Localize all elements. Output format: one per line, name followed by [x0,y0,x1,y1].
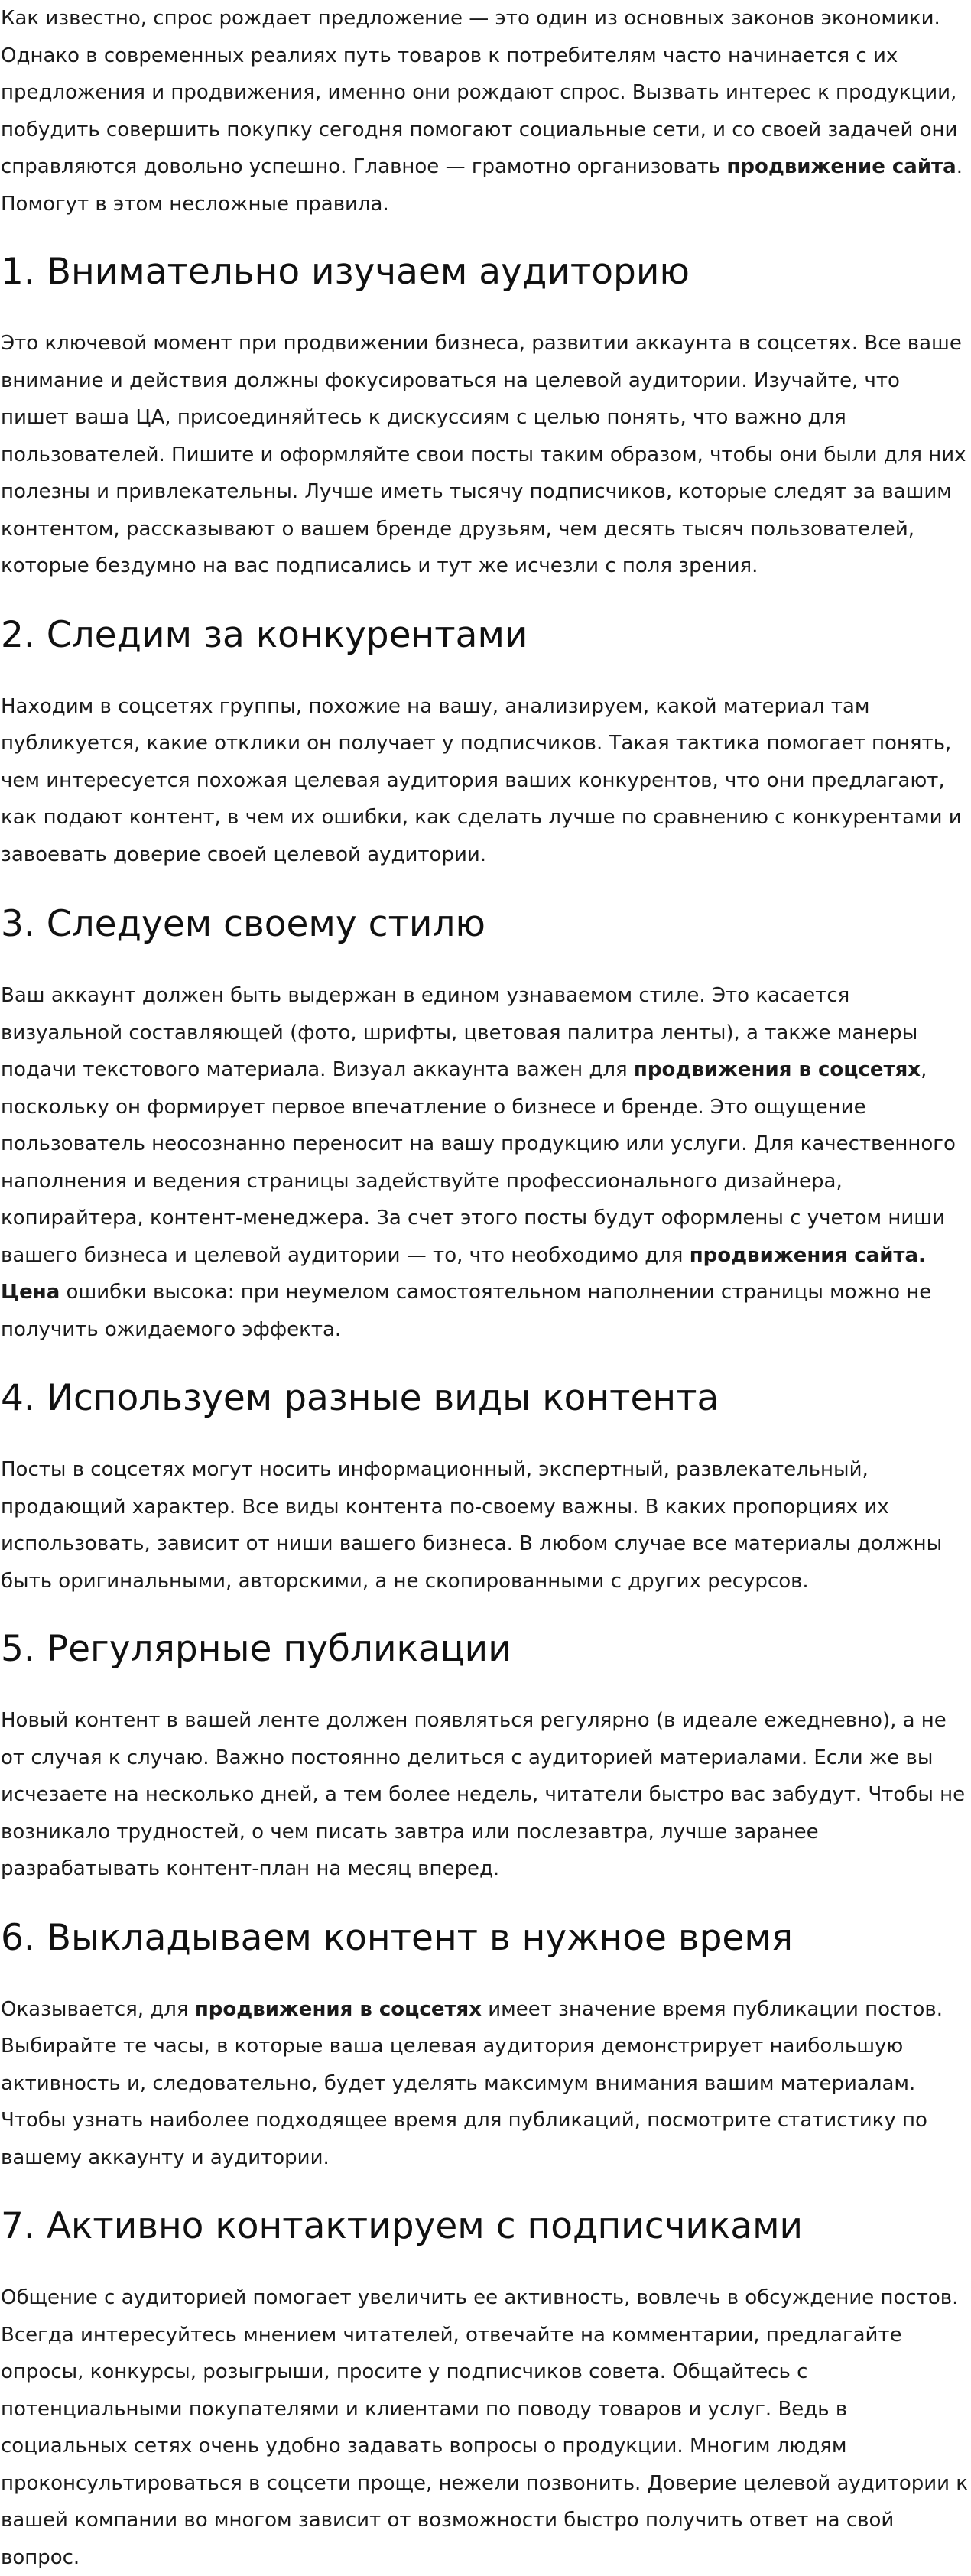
intro-paragraph [1,0,969,223]
paragraph-text: , поскольку он формирует первое впечатление о бизнесе и бренде. Это ощущение пользователь неосознанно переносит на вашу продукцию или услуги. Для качественного наполнения и ведения страницы задействуйте профессионального дизайнера, копирайтера, контент-менеджера. За счет этого посты будут оформлены с учетом ниши вашего бизнеса и целевой аудитории — то, что необходимо для [1,1058,956,1267]
section-paragraph-style [1,977,969,1348]
section-heading-regular-posts: 5. Регулярные публикации [1,1628,511,1670]
paragraph-text: Посты в соцсетях могут носить информационный, экспертный, развлекательный, продающий характер. Все виды контента по-своему важны. В каких пропорциях их использовать, зависит от ниши вашего бизнеса. В любом случае все материалы должны быть оригинальными, авторскими, а не скопированными с других ресурсов. [1,1458,943,1593]
section-heading-engagement: 7. Активно контактируем с подписчиками [1,2205,804,2247]
section-paragraph-competitors [1,688,969,874]
link-website-promotion-price: продвижения сайта. Цена [1,1243,926,1304]
paragraph-text: Ваш аккаунт должен быть выдержан в едином узнаваемом стиле. Это касается визуальной составляющей (фото, шрифты, цветовая палитра ленты), а также манеры подачи текстового материала. Визуал аккаунта важен для [1,984,918,1081]
paragraph-text: Общение с аудиторией помогает увеличить ее активность, вовлечь в обсуждение постов. Всегда интересуйтесь мнением читателей, отвечайте на комментарии, предлагайте опросы, конкурсы, розыгрыши, просите у подписчиков совета. Общайтесь с потенциальными покупателями и клиентами по поводу товаров и услуг. Ведь в социальных сетях очень удобно задавать вопросы о продукции. Многим людям проконсультироваться в соцсети проще, нежели позвонить. Доверие целевой аудитории к вашей компании во многом зависит от возможности быстро получить ответ на свой вопрос. [1,2286,968,2569]
intro-text-end: . Помогут в этом несложные правила. [1,155,963,216]
section-paragraph-regular-posts [1,1702,969,1888]
paragraph-text: имеет значение время публикации постов. Выбирайте те часы, в которые ваша целевая аудитория демонстрирует наибольшую активность и, следовательно, будет уделять максимум внимания вашим материалам. Чтобы узнать наиболее подходящее время для публикаций, посмотрите статистику по вашему аккаунту и аудитории. [1,1997,943,2169]
section-paragraph-engagement [1,2279,969,2576]
paragraph-text: Находим в соцсетях группы, похожие на вашу, анализируем, какой материал там публикуется, какие отклики он получает у подписчиков. Такая тактика помогает понять, чем интересуется похожая целевая аудитория ваших конкурентов, что они предлагают, как подают контент, в чем их ошибки, как сделать лучше по сравнению с конкурентами и завоевать доверие своей целевой аудитории. [1,694,962,866]
link-social-promotion: продвижения в соцсетях [194,1997,482,2021]
section-heading-content-types: 4. Используем разные виды контента [1,1377,719,1419]
section-heading-audience: 1. Внимательно изучаем аудиторию [1,251,690,293]
intro-text: Как известно, спрос рождает предложение — это один из основных законов экономики. Однако в современных реалиях путь товаров к потребителям часто начинается с их предложения и продвижения, именно они рождают спрос. Вызвать интерес к продукции, побудить совершить покупку сегодня помогают социальные сети, и со своей задачей они справляются довольно успешно. Главное — грамотно организовать [1,7,958,178]
section-heading-style: 3. Следуем своему стилю [1,903,486,945]
paragraph-text: Новый контент в вашей ленте должен появляться регулярно (в идеале ежедневно), а не от случая к случаю. Важно постоянно делиться с аудиторией материалами. Если же вы исчезаете на несколько дней, а тем более недель, читатели быстро вас забудут. Чтобы не возникало трудностей, о чем писать завтра или послезавтра, лучше заранее разрабатывать контент-план на месяц вперед. [1,1709,966,1880]
paragraph-text: ошибки высока: при неумелом самостоятельном наполнении страницы можно не получить ожидаемого эффекта. [1,1281,932,1341]
paragraph-text: Это ключевой момент при продвижении бизнеса, развитии аккаунта в соцсетях. Все ваше внимание и действия должны фокусироваться на целевой аудитории. Изучайте, что пишет ваша ЦА, присоединяйтесь к дискуссиям с целью понять, что важно для пользователей. Пишите и оформляйте свои посты таким образом, чтобы они были для них полезны и привлекательны. Лучше иметь тысячу подписчиков, которые следят за вашим контентом, рассказывают о вашем бренде друзьям, чем десять тысяч пользователей, которые бездумно на вас подписались и тут же исчезли с поля зрения. [1,332,966,577]
paragraph-text: Оказывается, для [1,1997,195,2021]
section-paragraph-audience [1,325,969,585]
section-paragraph-timing [1,1991,969,2177]
section-heading-competitors: 2. Следим за конкурентами [1,613,528,656]
section-paragraph-content-types [1,1451,969,1600]
link-website-promotion: продвижение сайта [726,155,956,178]
section-heading-timing: 6. Выкладываем контент в нужное время [1,1916,794,1959]
link-social-promotion: продвижения в соцсетях [633,1058,921,1081]
